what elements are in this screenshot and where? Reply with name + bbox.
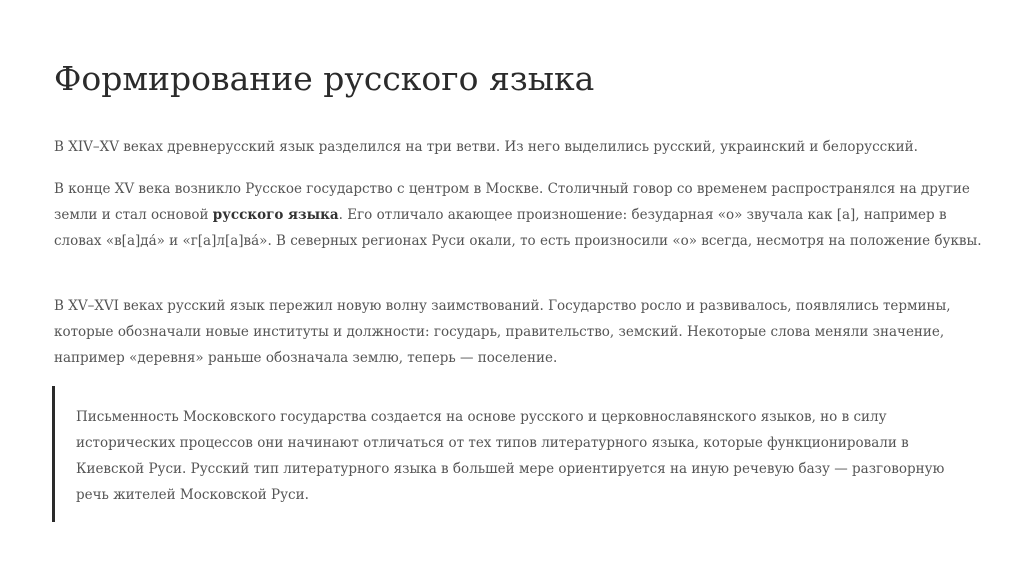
bold-term: русского языка (212, 207, 339, 223)
blockquote (52, 386, 982, 522)
paragraph-text: . Его отличало акающее произношение: безударная «о» звучала как [а], например в словах «в[а]да́» и «г[а]л[а]ва́». В северных регионах Руси окали, то есть произносили «о» всегда, несмотря на положение буквы. (54, 207, 982, 249)
paragraph-xiv-xv: В XIV–XV веках древнерусский язык разделился на три ветви. Из него выделились русский, украинский и белорусский. (54, 139, 918, 155)
quote-text: Письменность Московского государства создается на основе русского и церковнославянского языков, но в силу исторических процессов они начинают отличаться от тех типов литературного языка, которые функционировали в Киевской Руси. Русский тип литературного языка в большей мере ориентируется на иную речевую базу — разговорную речь жителей Московской Руси. (76, 409, 945, 503)
paragraph-moscow-state (54, 176, 984, 254)
paragraph-text: В конце XV века возникло Русское государство с центром в Москве. Столичный говор со временем распространялся на другие земли и стал основой (54, 181, 970, 223)
paragraph-xv-xvi: В XV–XVI веках русский язык пережил новую волну заимствований. Государство росло и развивалось, появлялись термины, которые обозначали новые институты и должности: государь, правительство, земский. Некоторые слова меняли значение, например «деревня» раньше обозначала землю, теперь — поселение. (54, 298, 951, 366)
page-title: Формирование русского языка (54, 59, 595, 98)
quote-bar (52, 386, 55, 522)
